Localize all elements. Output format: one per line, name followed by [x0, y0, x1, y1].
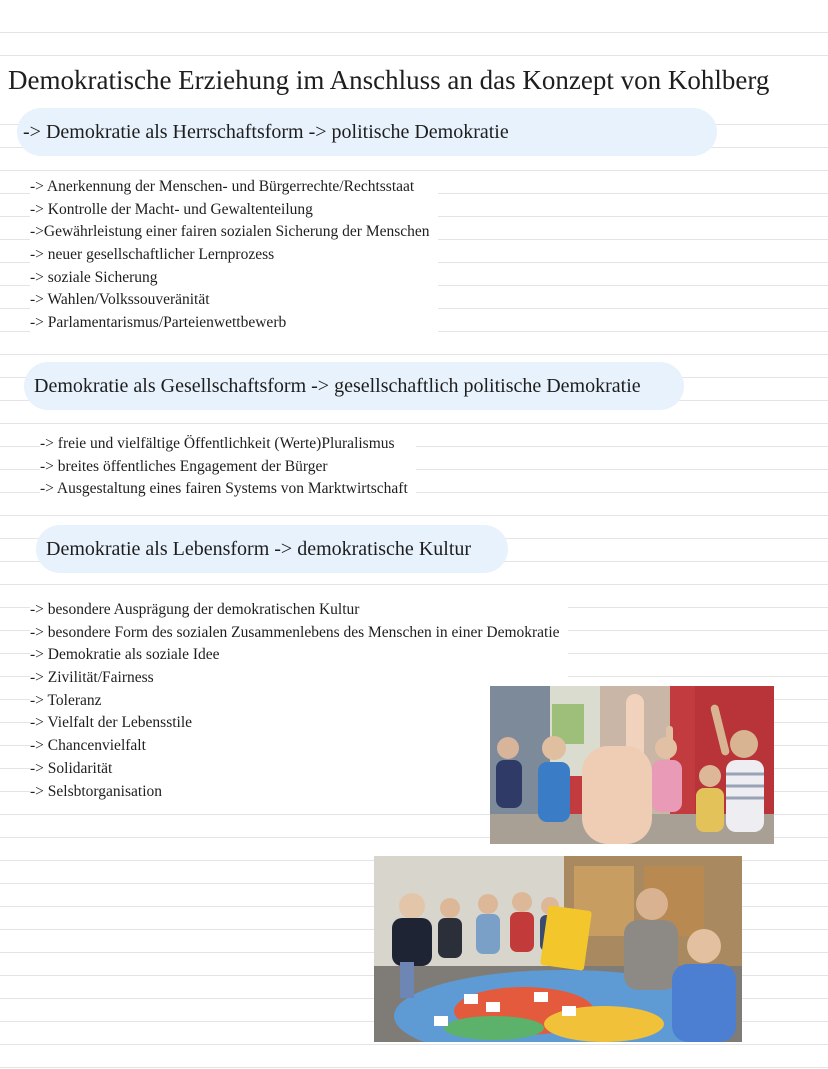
section-heading-gesellschaftsform: Demokratie als Gesellschaftsform -> gesellschaftlich politische Demokratie [24, 362, 684, 410]
list-item: ->Gewährleistung einer fairen sozialen Sicherung der Menschen [30, 223, 430, 241]
list-item: -> besondere Form des sozialen Zusammenlebens des Menschen in einer Demokratie [30, 623, 560, 641]
list-item: -> neuer gesellschaftlicher Lernprozess [30, 246, 275, 264]
list-item: -> Zivilität/Fairness [30, 669, 154, 687]
list-herrschaftsform [30, 176, 438, 335]
list-item: -> Ausgestaltung eines fairen Systems von Marktwirtschaft [40, 480, 408, 498]
list-item: -> Wahlen/Volkssouveränität [30, 291, 210, 309]
classroom-circle-photo [374, 856, 742, 1042]
list-item: -> Demokratie als soziale Idee [30, 646, 220, 664]
list-item: -> freie und vielfältige Öffentlichkeit (Werte)Pluralismus [40, 435, 395, 452]
list-item: -> besondere Ausprägung der demokratischen Kultur [30, 601, 360, 618]
list-item: -> Chancenvielfalt [30, 737, 146, 755]
section-heading-lebensform: Demokratie als Lebensform -> demokratische Kultur [36, 525, 508, 573]
list-item: -> breites öffentliches Engagement der Bürger [40, 457, 328, 475]
page-title: Demokratische Erziehung im Anschluss an das Konzept von Kohlberg [0, 58, 828, 102]
list-lebensform [30, 599, 568, 803]
list-item: -> Selsbtorganisation [30, 782, 163, 800]
list-gesellschaftsform [40, 433, 416, 501]
list-item: -> Anerkennung der Menschen- und Bürgerrechte/Rechtsstaat [30, 178, 415, 195]
list-item: -> Kontrolle der Macht- und Gewaltenteilung [30, 200, 313, 218]
classroom-raised-hands-photo [490, 686, 774, 844]
list-item: -> Vielfalt der Lebensstile [30, 714, 193, 732]
list-item: -> Solidarität [30, 759, 113, 777]
section-heading-herrschaftsform: -> Demokratie als Herrschaftsform -> politische Demokratie [17, 108, 717, 156]
list-item: -> Toleranz [30, 691, 102, 709]
list-item: -> soziale Sicherung [30, 268, 158, 286]
list-item: -> Parlamentarismus/Parteienwettbewerb [30, 314, 287, 332]
